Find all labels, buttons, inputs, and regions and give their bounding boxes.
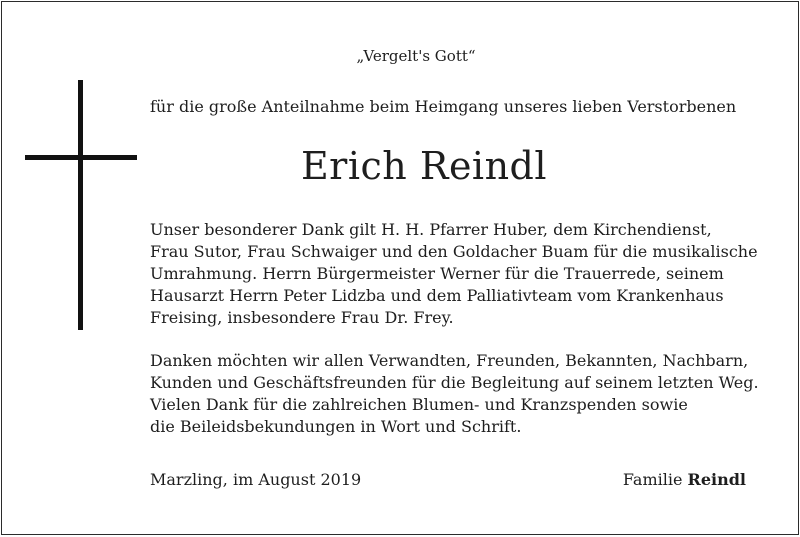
- paragraph-line: Kunden und Geschäftsfreunden für die Begleitung auf seinem letzten Weg.: [150, 373, 759, 392]
- thanks-heading: „Vergelt's Gott“: [356, 47, 476, 65]
- paragraph-line: Danken möchten wir allen Verwandten, Freunden, Bekannten, Nachbarn,: [150, 351, 749, 370]
- gratitude-paragraph: [150, 350, 759, 438]
- family-prefix: Familie: [622, 470, 688, 489]
- paragraph-line: Unser besonderer Dank gilt H. H. Pfarrer Huber, dem Kirchendienst,: [150, 220, 712, 239]
- family-name: Reindl: [687, 470, 746, 489]
- paragraph-line: die Beileidsbekundungen in Wort und Schrift.: [150, 417, 522, 436]
- deceased-name: Erich Reindl: [300, 144, 548, 188]
- paragraph-line: Frau Sutor, Frau Schwaiger und den Goldacher Buam für die musikalische: [150, 242, 758, 261]
- paragraph-line: Vielen Dank für die zahlreichen Blumen- und Kranzspenden sowie: [150, 395, 688, 414]
- acknowledgement-paragraph: [150, 219, 758, 329]
- intro-text: für die große Anteilnahme beim Heimgang unseres lieben Verstorbenen: [150, 97, 737, 116]
- obituary-card: [1, 1, 799, 535]
- family-signature: [623, 470, 746, 489]
- cross-vertical-bar: [78, 80, 83, 330]
- paragraph-line: Hausarzt Herrn Peter Lidzba und dem Palliativteam vom Krankenhaus: [150, 286, 724, 305]
- paragraph-line: Freising, insbesondere Frau Dr. Frey.: [150, 308, 454, 327]
- place-date: Marzling, im August 2019: [150, 470, 362, 489]
- paragraph-line: Umrahmung. Herrn Bürgermeister Werner für die Trauerrede, seinem: [150, 264, 724, 283]
